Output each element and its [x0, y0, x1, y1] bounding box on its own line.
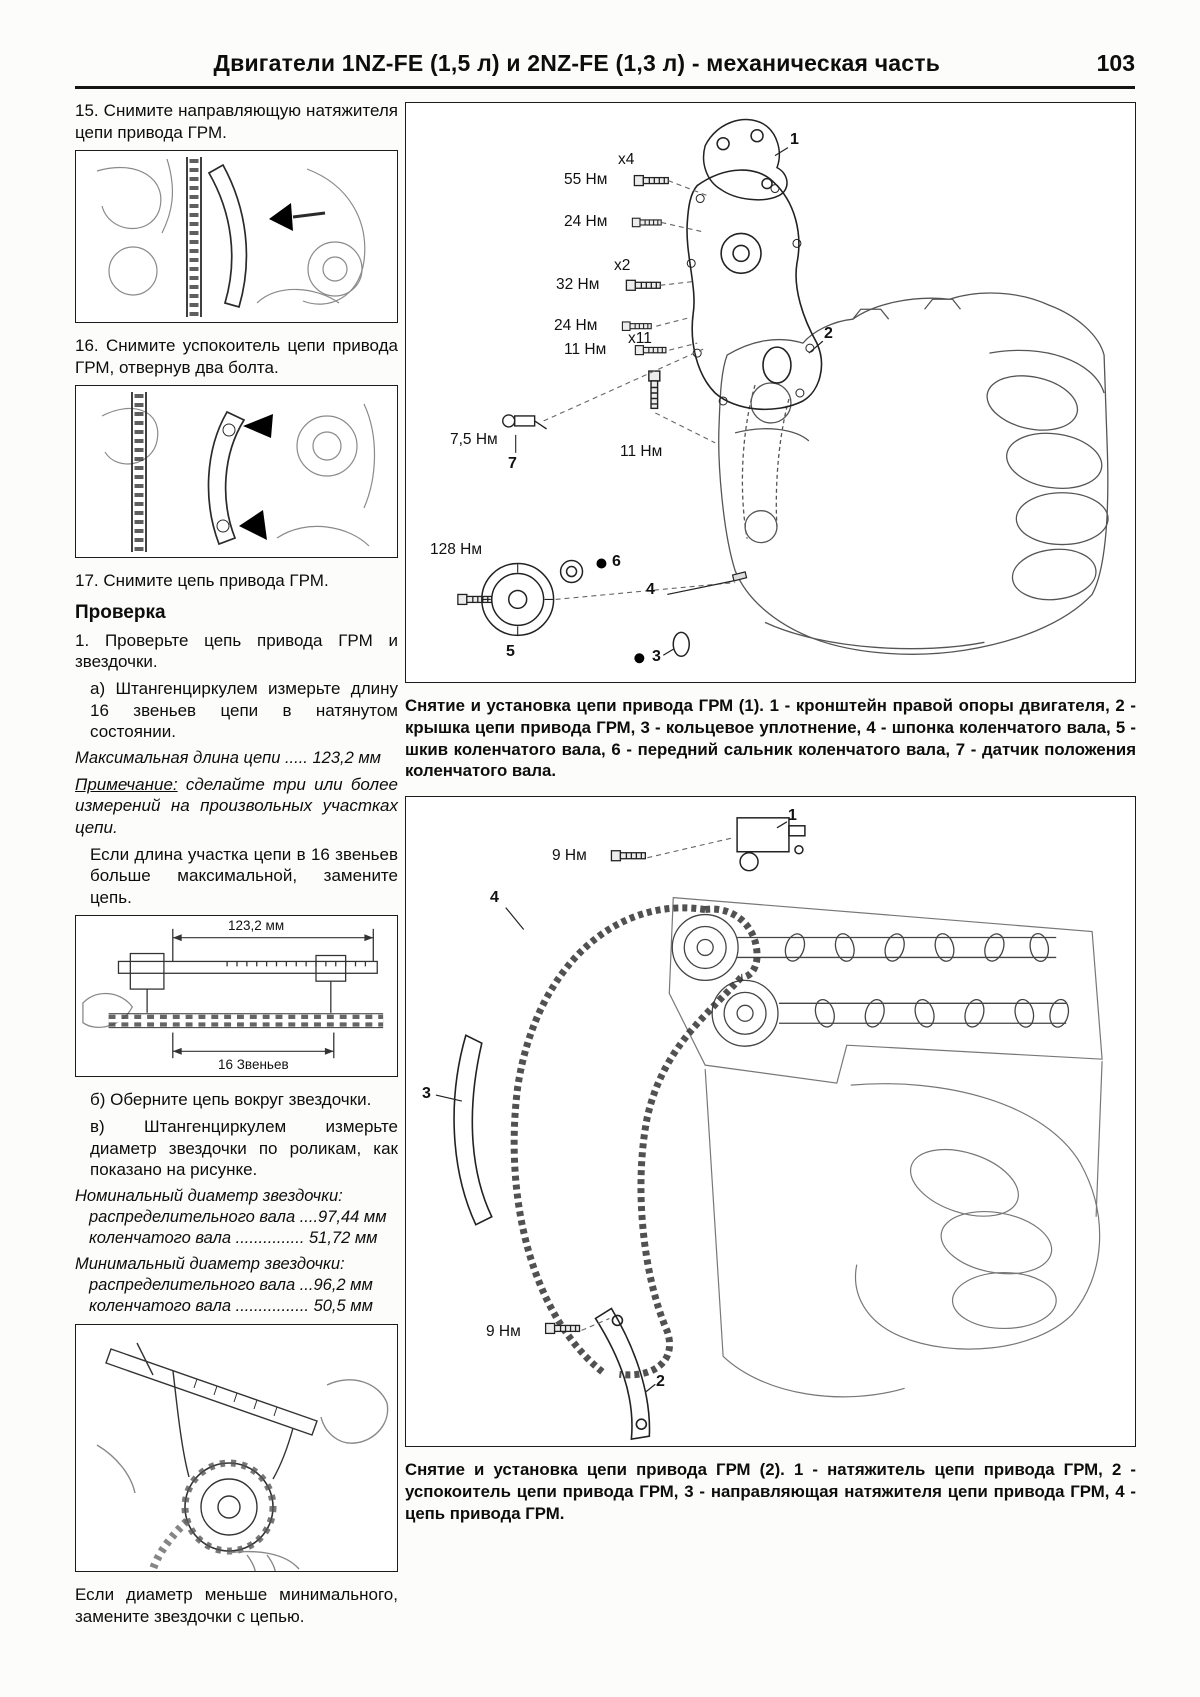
- step-15: 15. Снимите направляющую натяжителя цепи привода ГРМ.: [75, 101, 398, 142]
- callout-3: 3: [422, 1085, 431, 1103]
- callout-dot-6: [596, 559, 606, 569]
- spec-min-cam: распределительного вала ...96,2 мм: [89, 1276, 373, 1295]
- left-column: [75, 100, 398, 1632]
- replace-chain-text: Если длина участка цепи в 16 звеньев больше максимальной, замените цепь.: [90, 844, 398, 907]
- tensioner-guide: [454, 1036, 492, 1225]
- callout-6: 6: [612, 553, 621, 570]
- callout-dot-3: [634, 653, 644, 663]
- callout-5: 5: [506, 643, 515, 660]
- chain-guide-drawing: [76, 151, 397, 322]
- spec-nominal-diameter: [75, 1186, 398, 1249]
- check-item-1v: в) Штангенциркулем измерьте диаметр звездочки по роликам, как показано на рисунке.: [90, 1116, 398, 1180]
- callout-1: 1: [788, 807, 797, 825]
- header-rule: [75, 86, 1135, 89]
- torque-label-128nm: 128 Нм: [430, 541, 483, 558]
- right-column: [405, 102, 1136, 1539]
- check-item-1: 1. Проверьте цепь привода ГРМ и звездочки.: [75, 630, 398, 672]
- chain-damper: [595, 1309, 649, 1440]
- callout-7: 7: [508, 455, 517, 472]
- callout-4: 4: [646, 581, 655, 598]
- torque-label-55nm: 55 Нм: [564, 171, 608, 188]
- timing-chain-cover: [687, 170, 821, 409]
- torque-label-32nm: 32 Нм: [556, 276, 600, 293]
- replace-sprockets-text: Если диаметр меньше минимального, замените звездочки с цепью.: [75, 1585, 398, 1626]
- step-17: 17. Снимите цепь привода ГРМ.: [75, 571, 329, 591]
- page-title: Двигатели 1NZ-FE (1,5 л) и 2NZ-FE (1,3 л) - механическая часть: [213, 50, 941, 76]
- spec-nominal-cam: распределительного вала ....97,44 мм: [89, 1207, 387, 1226]
- callout-3: 3: [652, 648, 661, 665]
- spec-max-chain-length: Максимальная длина цепи ..... 123,2 мм: [75, 748, 381, 767]
- spec-nominal-crank: коленчатого вала ............... 51,72 мм: [89, 1228, 378, 1247]
- spec-min-crank: коленчатого вала ................ 50,5 мм: [89, 1297, 373, 1316]
- front-oil-seal: [561, 561, 583, 583]
- torque-label-7-5nm: 7,5 Нм: [450, 431, 498, 448]
- callout-4: 4: [490, 889, 499, 907]
- arrow-marker: [269, 203, 293, 231]
- camshafts: [672, 915, 1071, 1047]
- figure-timing-cover-exploded: [405, 102, 1136, 683]
- page-number: 103: [1096, 50, 1135, 76]
- caliper-chain-drawing: [76, 916, 397, 1076]
- spec-min-diameter: [75, 1254, 398, 1317]
- check-item-1a: а) Штангенциркулем измерьте длину 16 звеньев цепи в натянутом состоянии.: [90, 679, 398, 742]
- arrow-marker: [243, 414, 273, 438]
- timing-chain: [514, 908, 757, 1375]
- figure-1-caption: Снятие и установка цепи привода ГРМ (1). 1 - кронштейн правой опоры двигателя, 2 - крышка цепи привода ГРМ, 3 - кольцевое уплотнение, 4 - шпонка коленчатого вала, 5 - шкив коленчатого вала, 6 - передний сальник коленчатого вала, 7 - датчик положения коленчатого вала.: [405, 696, 1136, 781]
- note-paragraph: [75, 774, 398, 839]
- torque-label-11nm-b: 11 Нм: [620, 443, 663, 460]
- callout-2: 2: [824, 325, 833, 342]
- page-header: [75, 50, 1135, 77]
- torque-label-9nm-a: 9 Нм: [552, 847, 587, 865]
- bolt-icons: [458, 176, 668, 605]
- timing-cover-drawing: [406, 103, 1135, 682]
- callout-1: 1: [790, 131, 799, 148]
- figure-chain-damper-photo: [75, 385, 398, 558]
- section-heading-check: Проверка: [75, 601, 166, 623]
- spec-nominal-title: Номинальный диаметр звездочки:: [75, 1186, 343, 1205]
- crankshaft-pulley: [482, 564, 554, 636]
- dimension-label-length: 123,2 мм: [228, 918, 285, 934]
- arrow-marker: [239, 510, 267, 540]
- chain-damper-drawing: [76, 386, 397, 557]
- torque-label-11nm-a: 11 Нм: [564, 341, 607, 358]
- crank-position-sensor: [503, 415, 547, 453]
- timing-chain-drawing: [406, 797, 1135, 1446]
- torque-label-24nm-a: 24 Нм: [564, 213, 608, 230]
- qty-label-x11: x11: [628, 330, 652, 347]
- dimension-label-links: 16 Звеньев: [218, 1057, 289, 1073]
- figure-timing-chain-assembly: [405, 796, 1136, 1447]
- figure-chain-length-measurement: [75, 915, 398, 1077]
- torque-label-9nm-b: 9 Нм: [486, 1323, 521, 1341]
- crankshaft-key: [733, 572, 747, 581]
- note-label: Примечание:: [75, 774, 178, 794]
- callout-2: 2: [656, 1373, 665, 1391]
- chain-tensioner: [737, 818, 805, 871]
- figure-sprocket-measurement: [75, 1324, 398, 1572]
- check-item-1b: б) Оберните цепь вокруг звездочки.: [90, 1090, 372, 1110]
- spec-min-title: Минимальный диаметр звездочки:: [75, 1255, 345, 1273]
- figure-2-caption: Снятие и установка цепи привода ГРМ (2). 1 - натяжитель цепи привода ГРМ, 2 - успокоитель цепи привода ГРМ, 3 - направляющая натяжителя цепи привода ГРМ, 4 - цепь привода ГРМ.: [405, 1460, 1136, 1523]
- qty-label-x2: x2: [614, 257, 631, 274]
- caliper-sprocket-drawing: [76, 1325, 397, 1571]
- note-text: сделайте три или более измерений на произвольных участках цепи.: [75, 774, 398, 838]
- o-ring: [673, 632, 689, 656]
- qty-label-x4: x4: [618, 151, 635, 168]
- figure-chain-guide-photo: [75, 150, 398, 323]
- torque-label-24nm-b: 24 Нм: [554, 317, 598, 334]
- step-16: 16. Снимите успокоитель цепи привода ГРМ, отвернув два болта.: [75, 336, 398, 377]
- engine-mount-bracket: [704, 120, 787, 200]
